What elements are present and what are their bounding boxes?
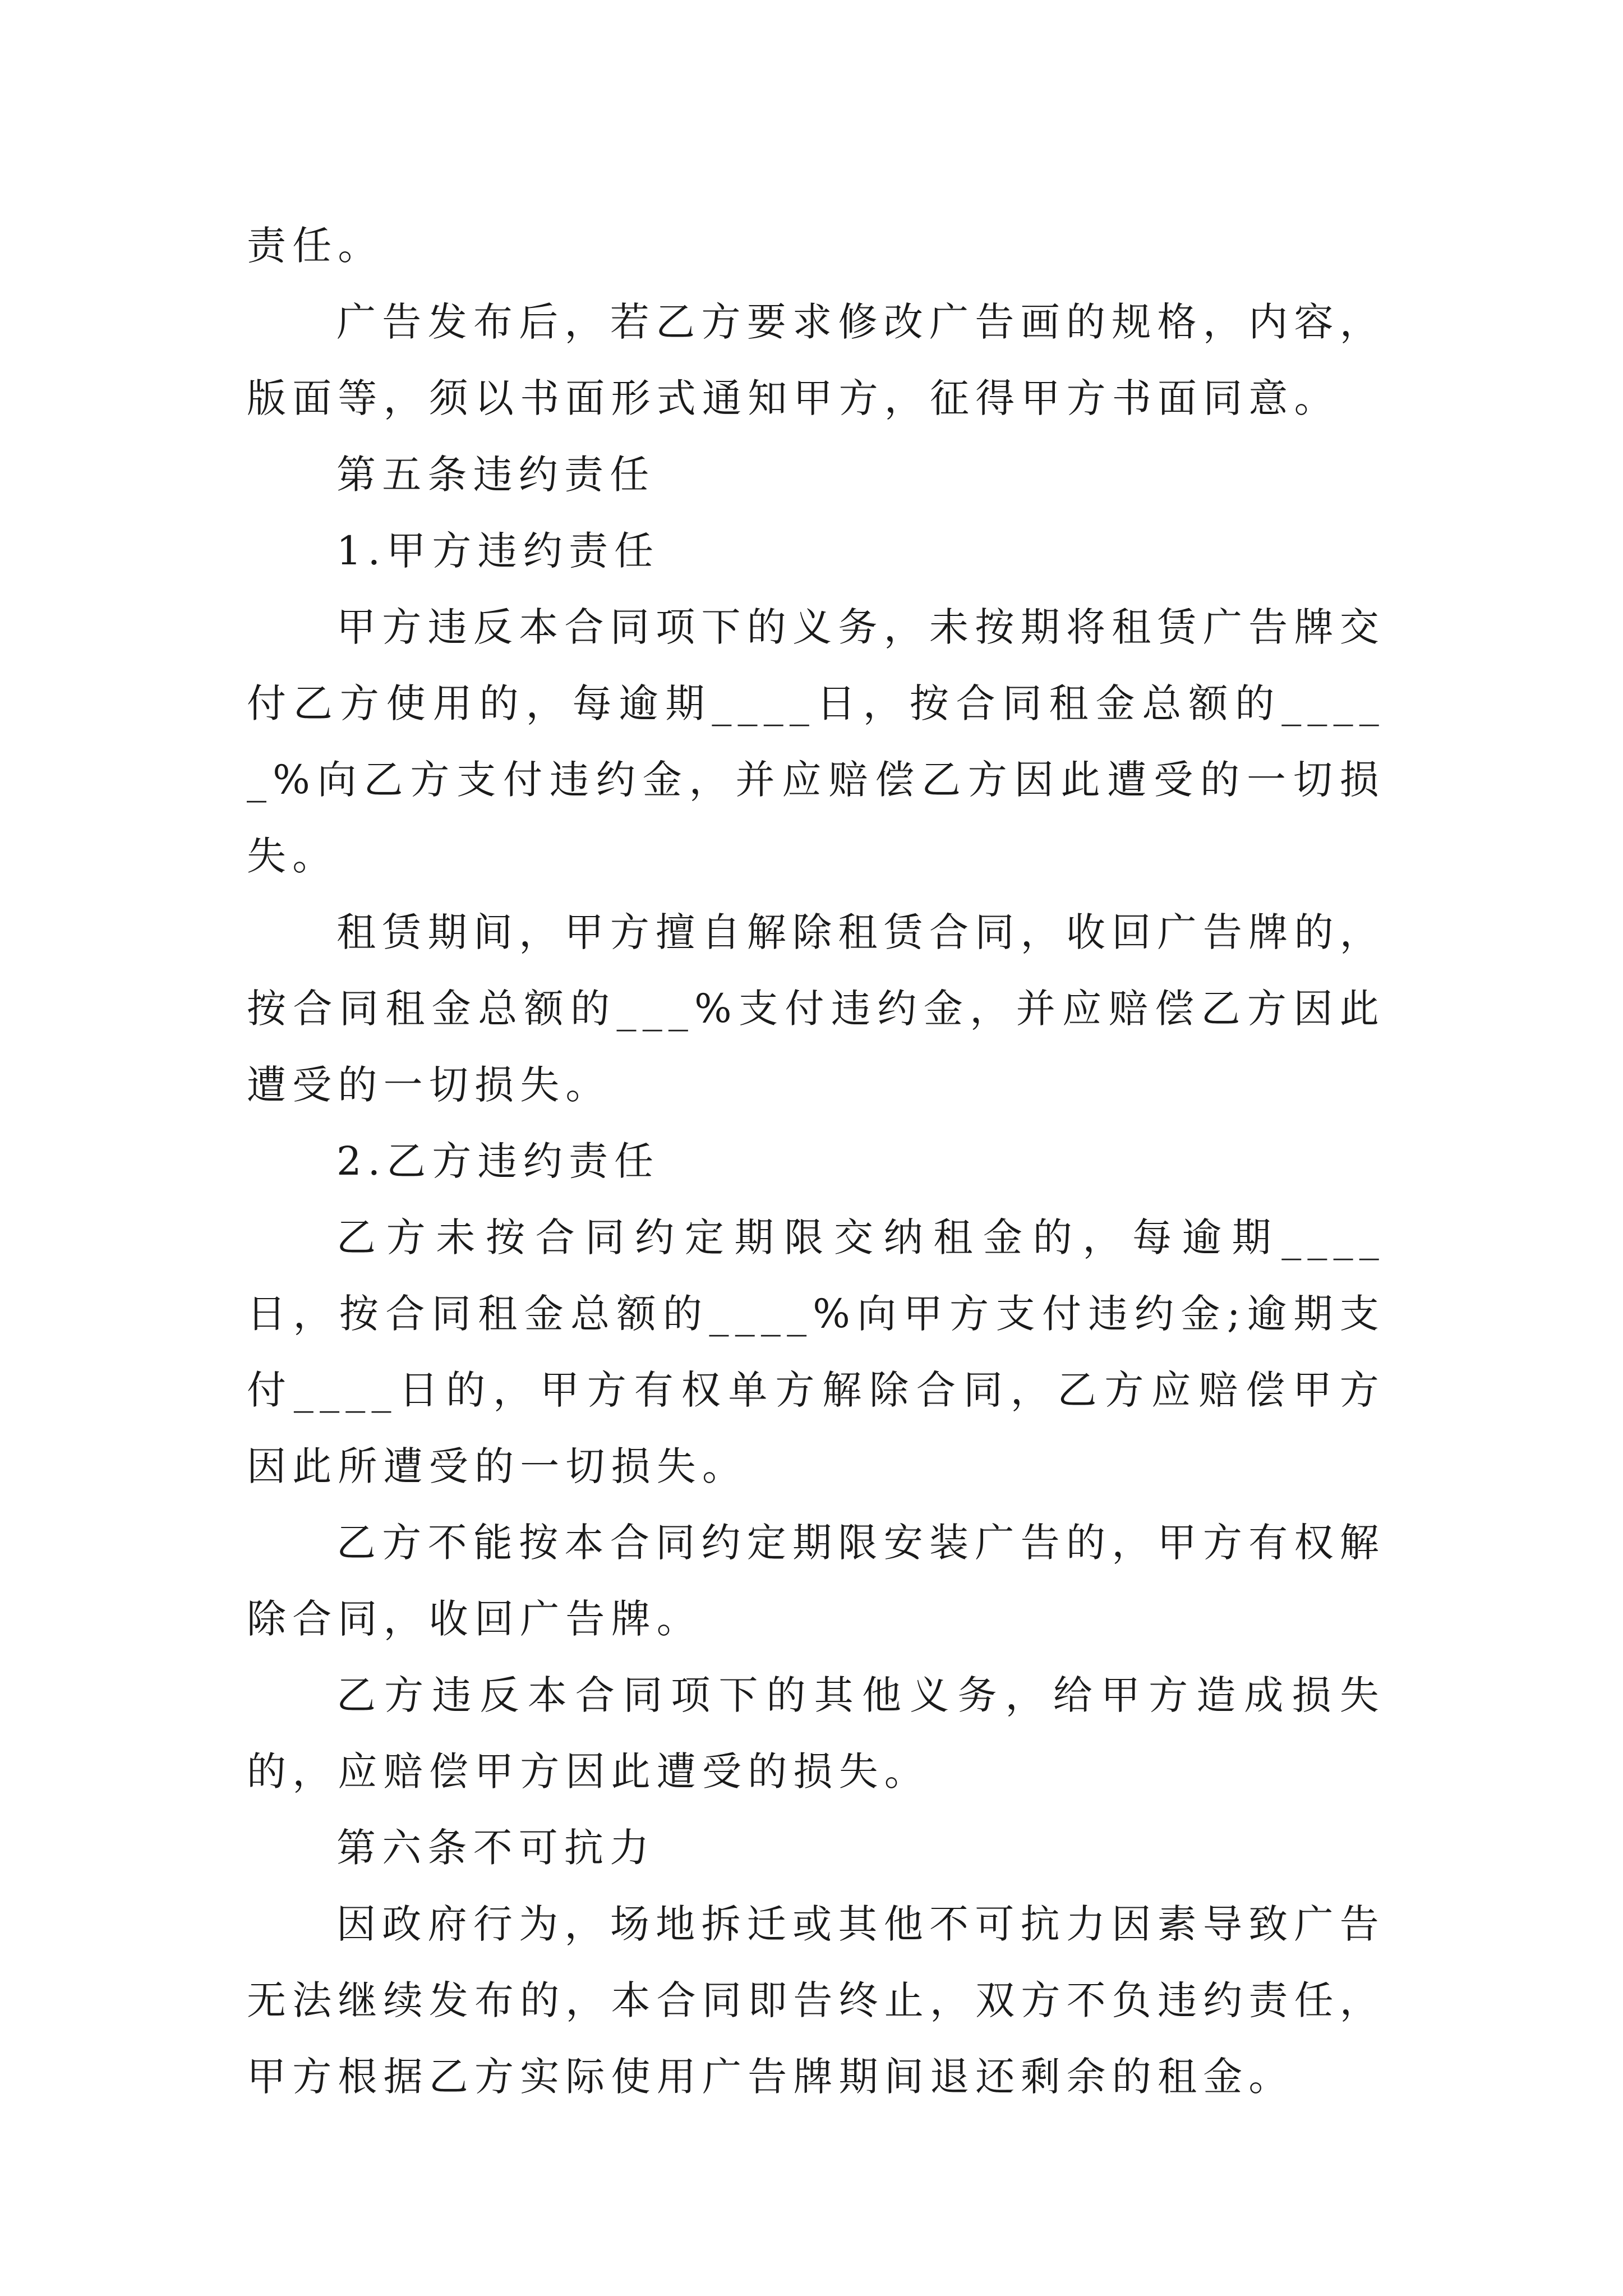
paragraph-ad-modification: 广告发布后，若乙方要求修改广告画的规格，内容，版面等，须以书面形式通知甲方，征得甲方书面同意。 bbox=[247, 299, 1385, 421]
paragraph-party-b-late-payment: 乙方未按合同约定期限交纳租金的，每逾期____日，按合同租金总额的____%向甲方支付违约金;逾期支付____日的，甲方有权单方解除合同，乙方应赔偿甲方因此所遭受的一切损失。 bbox=[247, 1214, 1385, 1489]
paragraph-party-b-installation: 乙方不能按本合同约定期限安装广告的，甲方有权解除合同，收回广告牌。 bbox=[247, 1520, 1385, 1642]
subheading-party-b-liability: 2.乙方违约责任 bbox=[336, 1138, 660, 1184]
paragraph-party-a-late-delivery: 甲方违反本合同项下的义务，未按期将租赁广告牌交付乙方使用的，每逾期____日，按合同租金总额的_____%向乙方支付违约金，并应赔偿乙方因此遭受的一切损失。 bbox=[247, 604, 1385, 879]
paragraph-party-b-other-obligations: 乙方违反本合同项下的其他义务，给甲方造成损失的，应赔偿甲方因此遭受的损失。 bbox=[247, 1672, 1385, 1795]
section-heading-article-5: 第五条违约责任 bbox=[336, 452, 656, 498]
paragraph-force-majeure: 因政府行为，场地拆迁或其他不可抗力因素导致广告无法继续发布的，本合同即告终止，双方不负违约责任，甲方根据乙方实际使用广告牌期间退还剩余的租金。 bbox=[247, 1901, 1385, 2100]
paragraph-party-a-termination: 租赁期间，甲方擅自解除租赁合同，收回广告牌的，按合同租金总额的___%支付违约金，并应赔偿乙方因此遭受的一切损失。 bbox=[247, 909, 1385, 1108]
document-body bbox=[247, 208, 1385, 2115]
section-heading-article-6: 第六条不可抗力 bbox=[336, 1825, 656, 1871]
subheading-party-a-liability: 1.甲方违约责任 bbox=[336, 528, 660, 574]
paragraph-continued-responsibility: 责任。 bbox=[247, 223, 384, 269]
